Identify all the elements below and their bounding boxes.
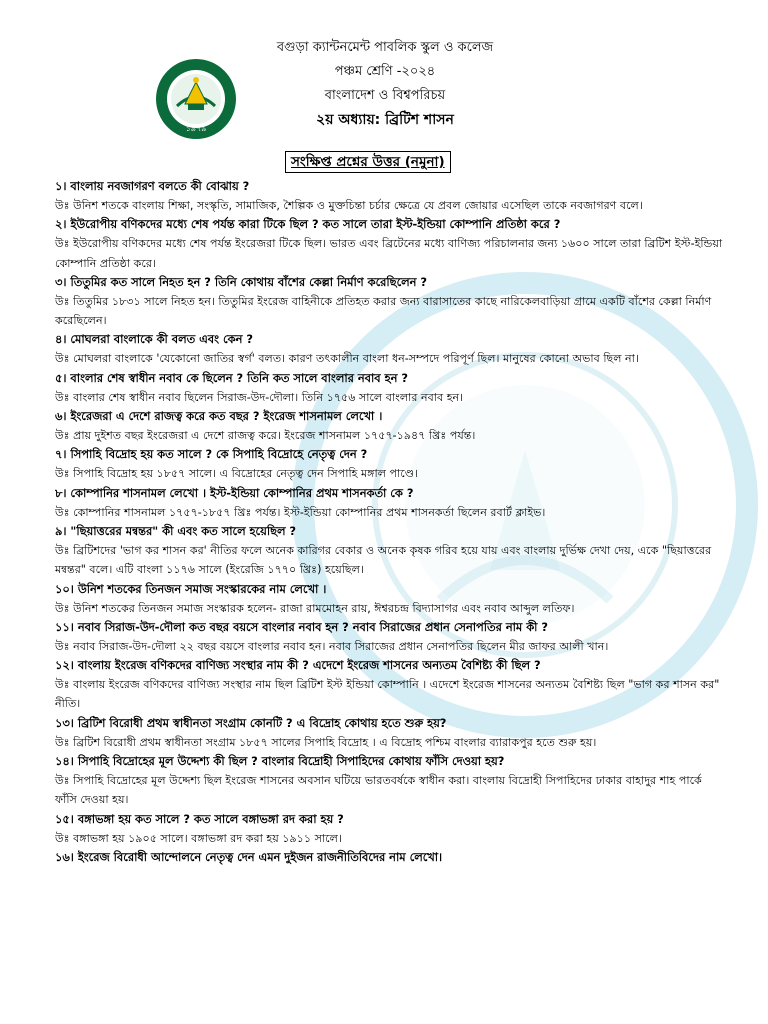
answer-text: উঃ মোঘলরা বাংলাকে 'যেকোনো জাতির স্বর্গ' বলত। কারণ তৎকালীন বাংলা ধন-সম্পদে পরিপূর্ণ ছিল। মানুষের কোনো অভাব ছিল না। <box>55 352 639 366</box>
question-text: ১০। উনিশ শতকের তিনজন সমাজ সংস্কারকের নাম লেখো । <box>55 581 327 596</box>
question-text: ১৫। বঙ্গাভঙ্গা হয় কত সালে ? কত সালে বঙ্গাভঙ্গা রদ করা হয় ? <box>55 811 344 826</box>
answer-text: উঃ সিপাহি বিদ্রোহের মূল উদ্দেশ্য ছিল ইংরেজ শাসনের অবসান ঘটিয়ে ভারতবর্ষকে স্বাধীন করা। বাংলায় বিদ্রোহী সিপাহিদের ঢাকার বাহাদুর শাহ পার্কে ফাঁসি দেওয়া হয়। <box>55 774 702 807</box>
qa-list <box>55 177 725 867</box>
qa-item <box>55 177 725 215</box>
answer-text: উঃ কোম্পানির শাসনামল ১৭৫৭-১৮৫৭ খ্রিঃ পর্যন্ত। ইস্ট-ইন্ডিয়া কোম্পানির প্রথম শাসনকর্তা ছিলেন রবার্ট ক্লাইভ। <box>55 505 546 519</box>
qa-item <box>55 618 725 656</box>
qa-item <box>55 484 725 522</box>
qa-item <box>55 656 725 714</box>
answer-text: উঃ তিতুমির ১৮৩১ সালে নিহত হন। তিতুমির ইংরেজ বাহিনীকে প্রতিহত করার জন্য বারাসাতের কাছে নারিকেলবাড়িয়া গ্রামে একটি বাঁশের কেল্লা নির্মাণ করেছিলেন। <box>55 294 712 328</box>
question-text: ৬। ইংরেজরা এ দেশে রাজত্ব করে কত বছর ? ইংরেজ শাসনামল লেখো । <box>55 409 383 424</box>
answer-text: উঃ ইউরোপীয় বণিকদের মধ্যে শেষ পর্যন্ত ইংরেজরা টিকে ছিল। ভারত এবং ব্রিটেনের মধ্যে বাণিজ্য পরিচালনার জন্য ১৬০০ সালে তারা ব্রিটিশ ইস্ট-ইন্ডিয়া কোম্পানি প্রতিষ্ঠা করে। <box>55 237 723 270</box>
school-name: বগুড়া ক্যান্টনমেন্ট পাবলিক স্কুল ও কলেজ <box>276 40 494 55</box>
qa-item <box>55 407 725 445</box>
qa-item <box>55 522 725 580</box>
qa-item <box>55 714 725 752</box>
qa-item <box>55 369 725 407</box>
qa-item <box>55 330 725 368</box>
question-text: ১২। বাংলায় ইংরেজ বণিকদের বাণিজ্য সংস্থার নাম কী ? এদেশে ইংরেজ শাসনের অন্যতম বৈশিষ্ট্য কী ছিল ? <box>55 658 541 673</box>
question-text: ২। ইউরোপীয় বণিকদের মধ্যে শেষ পর্যন্ত কারা টিকে ছিল ? কত সালে তারা ইস্ট-ইন্ডিয়া কোম্পানি প্রতিষ্ঠা করে ? <box>55 217 561 232</box>
subject-line: বাংলাদেশ ও বিশ্বপরিচয় <box>324 88 446 103</box>
logo-year-text: ১৯৭৯ <box>185 124 207 133</box>
qa-item <box>55 752 725 810</box>
question-text: ১৬। ইংরেজ বিরোধী আন্দোলনে নেতৃত্ব দেন এমন দুইজন রাজনীতিবিদের নাম লেখো। <box>55 849 443 864</box>
answer-text: উঃ উনিশ শতকের তিনজন সমাজ সংস্কারক হলেন- রাজা রামমোহন রায়, ঈশ্বরচন্দ্র বিদ্যাসাগর এবং নবাব আব্দুল লতিফ। <box>55 601 575 615</box>
answer-text: উঃ প্রায় দুইশত বছর ইংরেজরা এ দেশে রাজত্ব করে। ইংরেজ শাসনামল ১৭৫৭-১৯৪৭ খ্রিঃ পর্যন্ত। <box>55 429 476 443</box>
qa-item <box>55 810 725 848</box>
document-header <box>150 36 620 132</box>
question-text: ১। বাংলায় নবজাগরণ বলতে কী বোঝায় ? <box>55 179 250 193</box>
qa-item <box>55 445 725 483</box>
answer-text: উঃ বাংলায় ইংরেজ বণিকদের বাণিজ্য সংস্থার নাম ছিল ব্রিটিশ ইস্ট ইন্ডিয়া কোম্পানি । এদেশে ইংরেজ শাসনের অন্যতম বৈশিষ্ট্য ছিল "ভাগ কর শাসন কর" নীতি। <box>55 678 720 711</box>
answer-text: উঃ বাংলার শেষ স্বাধীন নবাব ছিলেন সিরাজ-উদ-দৌলা। তিনি ১৭৫৬ সালে বাংলার নবাব হন। <box>55 390 464 404</box>
answer-text: উঃ ব্রিটিশ বিরোধী প্রথম স্বাধীনতা সংগ্রাম ১৮৫৭ সালের সিপাহি বিদ্রোহ । এ বিদ্রোহ পশ্চিম বাংলার ব্যারাকপুর হতে শুরু হয়। <box>55 735 597 749</box>
answer-text: উঃ সিপাহি বিদ্রোহ হয় ১৮৫৭ সালে। এ বিদ্রোহের নেতৃত্ব দেন সিপাহি মঙ্গাল পাণ্ডে। <box>55 467 419 481</box>
question-text: ১১। নবাব সিরাজ-উদ-দৌলা কত বছর বয়সে বাংলার নবাব হন ? নবাব সিরাজের প্রধান সেনাপতির নাম কী ? <box>55 619 549 634</box>
question-text: ৫। বাংলার শেষ স্বাধীন নবাব কে ছিলেন ? তিনি কত সালে বাংলার নবাব হন ? <box>55 370 408 385</box>
answer-text: উঃ ব্রিটিশদের 'ভাগ কর শাসন কর' নীতির ফলে অনেক কারিগর বেকার ও অনেক কৃষক গরিব হয়ে যায় এবং বাংলায় দুর্ভিক্ষ দেখা দেয়, একে "ছিয়াত্তরের মন্বন্তর" বলে। এটি বাংলা ১১৭৬ সালে (ইংরেজি ১৭৭০ খ্রিঃ) হয়েছিল। <box>55 543 712 577</box>
qa-item <box>55 848 725 867</box>
qa-item <box>55 273 725 331</box>
chapter-title: ২য় অধ্যায়: ব্রিটিশ শাসন <box>316 112 454 128</box>
qa-item <box>55 215 725 273</box>
question-text: ১৩। ব্রিটিশ বিরোধী প্রথম স্বাধীনতা সংগ্রাম কোনটি ? এ বিদ্রোহ কোথায় হতে শুরু হয়? <box>55 715 447 730</box>
answer-text: উঃ নবাব সিরাজ-উদ-দৌলা ২২ বছর বয়সে বাংলার নবাব হন। নবাব সিরাজের প্রধান সেনাপতির ছিলেন মীর জাফর আলী খান। <box>55 639 609 653</box>
question-text: ৮। কোম্পানির শাসনামল লেখো । ইস্ট-ইন্ডিয়া কোম্পানির প্রথম শাসনকর্তা কে ? <box>55 485 414 500</box>
answer-text: উঃ উনিশ শতকে বাংলায় শিক্ষা, সংস্কৃতি, সামাজিক, শৈল্পিক ও মুক্তচিন্তা চর্চার ক্ষেত্রে যে প্রবল জোয়ার এসেছিল তাকে নবজাগরণ বলে। <box>55 199 643 212</box>
question-text: ১৪। সিপাহি বিদ্রোহের মূল উদ্দেশ্য কী ছিল ? বাংলার বিদ্রোহী সিপাহিদের কোথায় ফাঁসি দেওয়া হয়? <box>55 754 505 769</box>
qa-item <box>55 580 725 618</box>
answer-text: উঃ বঙ্গাভঙ্গা হয় ১৯০৫ সালে। বঙ্গাভঙ্গা রদ করা হয় ১৯১১ সালে। <box>55 831 342 845</box>
class-line: পঞ্চম শ্রেণি -২০২৪ <box>334 64 436 79</box>
question-text: ৩। তিতুমির কত সালে নিহত হন ? তিনি কোথায় বাঁশের কেল্লা নির্মাণ করেছিলেন ? <box>55 274 428 289</box>
question-text: ৪। মোঘলরা বাংলাকে কী বলত এবং কেন ? <box>55 332 253 347</box>
question-text: ৯। "ছিয়াত্তরের মন্বন্তর" কী এবং কত সালে হয়েছিল ? <box>55 523 297 538</box>
question-text: ৭। সিপাহি বিদ্রোহ হয় কত সালে ? কে সিপাহি বিদ্রোহে নেতৃত্ব দেন ? <box>55 447 368 462</box>
section-title: সংক্ষিপ্ত প্রশ্নের উত্তর (নমুনা) <box>285 151 451 173</box>
